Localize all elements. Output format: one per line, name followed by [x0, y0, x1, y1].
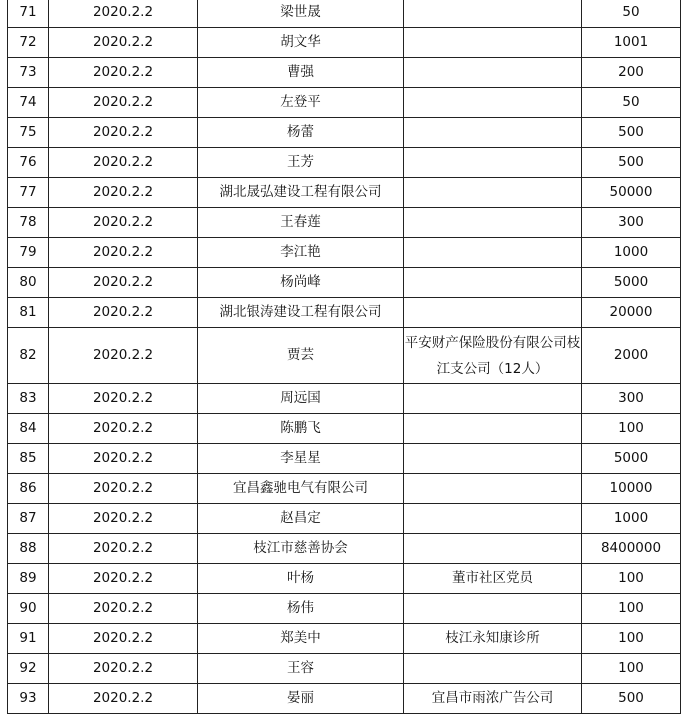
donation-amount-cell: 500: [582, 684, 681, 714]
donation-date-cell: 2020.2.2: [49, 384, 198, 414]
donor-note-cell: [404, 88, 582, 118]
table-row: [8, 594, 681, 624]
table-row: [8, 654, 681, 684]
donor-note-cell: [404, 474, 582, 504]
donor-name-cell: 左登平: [198, 88, 404, 118]
donation-date-cell: 2020.2.2: [49, 624, 198, 654]
row-number-cell: 77: [8, 178, 49, 208]
table-row: [8, 58, 681, 88]
donation-amount-cell: 8400000: [582, 534, 681, 564]
donation-date-cell: 2020.2.2: [49, 118, 198, 148]
donor-name-cell: 王春莲: [198, 208, 404, 238]
donor-name-cell: 梁世晟: [198, 0, 404, 28]
table-row: [8, 268, 681, 298]
donor-name-cell: 叶杨: [198, 564, 404, 594]
donation-date-cell: 2020.2.2: [49, 148, 198, 178]
row-number-cell: 79: [8, 238, 49, 268]
donation-amount-cell: 300: [582, 208, 681, 238]
row-number-cell: 81: [8, 298, 49, 328]
donor-note-cell: 宜昌市雨浓广告公司: [404, 684, 582, 714]
donor-note-cell: [404, 414, 582, 444]
donation-amount-cell: 1000: [582, 238, 681, 268]
table-row: [8, 684, 681, 714]
donation-amount-cell: 5000: [582, 444, 681, 474]
row-number-cell: 83: [8, 384, 49, 414]
donation-date-cell: 2020.2.2: [49, 684, 198, 714]
donor-name-cell: 李江艳: [198, 238, 404, 268]
donor-name-cell: 湖北银涛建设工程有限公司: [198, 298, 404, 328]
donor-note-cell: [404, 238, 582, 268]
donor-note-cell: [404, 654, 582, 684]
donation-amount-cell: 1001: [582, 28, 681, 58]
donor-name-cell: 杨蕾: [198, 118, 404, 148]
donor-name-cell: 贾芸: [198, 328, 404, 384]
donation-amount-cell: 100: [582, 654, 681, 684]
donor-name-cell: 杨伟: [198, 594, 404, 624]
donor-note-cell: 平安财产保险股份有限公司枝江支公司（12人）: [404, 328, 582, 384]
donor-name-cell: 赵昌定: [198, 504, 404, 534]
donor-note-cell: [404, 504, 582, 534]
row-number-cell: 89: [8, 564, 49, 594]
donor-note-cell: [404, 298, 582, 328]
donation-date-cell: 2020.2.2: [49, 594, 198, 624]
donor-note-cell: [404, 0, 582, 28]
donation-amount-cell: 500: [582, 118, 681, 148]
donation-amount-cell: 50: [582, 0, 681, 28]
table-row: [8, 118, 681, 148]
donation-amount-cell: 5000: [582, 268, 681, 298]
donation-amount-cell: 1000: [582, 504, 681, 534]
donor-name-cell: 李星星: [198, 444, 404, 474]
donation-amount-cell: 500: [582, 148, 681, 178]
donor-note-cell: [404, 118, 582, 148]
row-number-cell: 90: [8, 594, 49, 624]
table-row: [8, 0, 681, 28]
donor-note-cell: [404, 384, 582, 414]
donor-note-cell: [404, 28, 582, 58]
table-row: [8, 444, 681, 474]
donor-name-cell: 曹强: [198, 58, 404, 88]
row-number-cell: 82: [8, 328, 49, 384]
row-number-cell: 85: [8, 444, 49, 474]
donation-amount-cell: 100: [582, 594, 681, 624]
row-number-cell: 76: [8, 148, 49, 178]
donation-table: [7, 0, 681, 714]
donation-date-cell: 2020.2.2: [49, 88, 198, 118]
donor-name-cell: 枝江市慈善协会: [198, 534, 404, 564]
donor-note-cell: [404, 444, 582, 474]
donation-date-cell: 2020.2.2: [49, 178, 198, 208]
donation-date-cell: 2020.2.2: [49, 298, 198, 328]
table-row: [8, 504, 681, 534]
donor-note-cell: [404, 58, 582, 88]
donation-date-cell: 2020.2.2: [49, 208, 198, 238]
donation-amount-cell: 100: [582, 414, 681, 444]
donor-note-cell: [404, 268, 582, 298]
donor-note-cell: 董市社区党员: [404, 564, 582, 594]
donation-date-cell: 2020.2.2: [49, 654, 198, 684]
row-number-cell: 73: [8, 58, 49, 88]
donation-amount-cell: 100: [582, 624, 681, 654]
donation-amount-cell: 200: [582, 58, 681, 88]
table-row: [8, 564, 681, 594]
donation-date-cell: 2020.2.2: [49, 474, 198, 504]
row-number-cell: 84: [8, 414, 49, 444]
table-row: [8, 474, 681, 504]
donor-name-cell: 晏丽: [198, 684, 404, 714]
donor-name-cell: 王芳: [198, 148, 404, 178]
table-row: [8, 414, 681, 444]
table-row: [8, 178, 681, 208]
donation-amount-cell: 50000: [582, 178, 681, 208]
table-row: [8, 624, 681, 654]
donation-date-cell: 2020.2.2: [49, 444, 198, 474]
row-number-cell: 74: [8, 88, 49, 118]
donation-amount-cell: 100: [582, 564, 681, 594]
donor-name-cell: 宜昌鑫驰电气有限公司: [198, 474, 404, 504]
row-number-cell: 80: [8, 268, 49, 298]
donation-date-cell: 2020.2.2: [49, 0, 198, 28]
donation-amount-cell: 10000: [582, 474, 681, 504]
donation-date-cell: 2020.2.2: [49, 268, 198, 298]
row-number-cell: 87: [8, 504, 49, 534]
row-number-cell: 71: [8, 0, 49, 28]
donation-amount-cell: 300: [582, 384, 681, 414]
table-row: [8, 534, 681, 564]
row-number-cell: 93: [8, 684, 49, 714]
row-number-cell: 78: [8, 208, 49, 238]
donor-name-cell: 周远国: [198, 384, 404, 414]
donation-date-cell: 2020.2.2: [49, 328, 198, 384]
row-number-cell: 92: [8, 654, 49, 684]
table-row: [8, 328, 681, 384]
donor-name-cell: 王容: [198, 654, 404, 684]
donor-name-cell: 郑美中: [198, 624, 404, 654]
donation-amount-cell: 2000: [582, 328, 681, 384]
donor-note-cell: 枝江永知康诊所: [404, 624, 582, 654]
donor-note-cell: [404, 148, 582, 178]
donation-date-cell: 2020.2.2: [49, 238, 198, 268]
donation-table-body: [8, 0, 681, 714]
donor-name-cell: 陈鹏飞: [198, 414, 404, 444]
table-row: [8, 148, 681, 178]
donor-note-cell: [404, 594, 582, 624]
donation-amount-cell: 50: [582, 88, 681, 118]
donation-date-cell: 2020.2.2: [49, 564, 198, 594]
donor-note-cell: [404, 208, 582, 238]
donation-date-cell: 2020.2.2: [49, 504, 198, 534]
table-row: [8, 384, 681, 414]
row-number-cell: 91: [8, 624, 49, 654]
row-number-cell: 75: [8, 118, 49, 148]
row-number-cell: 72: [8, 28, 49, 58]
donor-note-cell: [404, 534, 582, 564]
donation-amount-cell: 20000: [582, 298, 681, 328]
table-row: [8, 238, 681, 268]
donor-name-cell: 胡文华: [198, 28, 404, 58]
donor-name-cell: 湖北晟弘建设工程有限公司: [198, 178, 404, 208]
table-row: [8, 208, 681, 238]
table-row: [8, 88, 681, 118]
donation-date-cell: 2020.2.2: [49, 414, 198, 444]
table-row: [8, 28, 681, 58]
donation-date-cell: 2020.2.2: [49, 534, 198, 564]
row-number-cell: 88: [8, 534, 49, 564]
row-number-cell: 86: [8, 474, 49, 504]
donation-date-cell: 2020.2.2: [49, 28, 198, 58]
donor-name-cell: 杨尚峰: [198, 268, 404, 298]
donor-note-cell: [404, 178, 582, 208]
donation-date-cell: 2020.2.2: [49, 58, 198, 88]
table-row: [8, 298, 681, 328]
